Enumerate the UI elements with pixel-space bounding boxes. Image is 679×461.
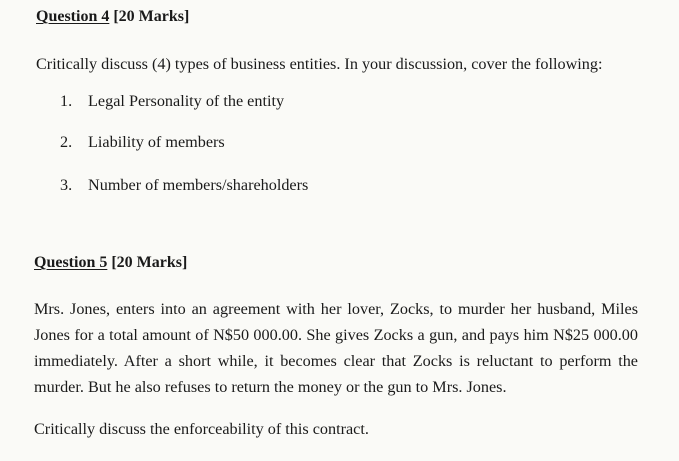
question-5-heading	[34, 254, 187, 272]
list-item-text: Number of members/shareholders	[88, 176, 309, 194]
list-item-text: Liability of members	[88, 133, 225, 151]
scenario-line: immediately. After a short while, it becomes clear that Zocks is reluctant to perform the	[34, 352, 638, 370]
question-5-marks: [20 Marks]	[111, 254, 188, 271]
list-item	[60, 92, 284, 111]
scenario-line: Mrs. Jones, enters into an agreement with her lover, Zocks, to murder her husband, Miles	[34, 300, 638, 318]
question-4-marks: [20 Marks]	[113, 8, 190, 25]
question-4-intro: Critically discuss (4) types of business entities. In your discussion, cover the following:	[36, 55, 603, 73]
list-item-number: 3.	[60, 176, 73, 194]
list-item	[60, 133, 225, 152]
list-item-number: 1.	[60, 92, 73, 110]
list-item-text: Legal Personality of the entity	[88, 92, 285, 110]
scenario-line: murder. But he also refuses to return the money or the gun to Mrs. Jones.	[34, 378, 507, 396]
list-item	[60, 176, 308, 195]
question-4-heading	[36, 8, 189, 26]
question-5-scenario	[34, 296, 638, 400]
question-5-label: Question 5	[34, 254, 108, 271]
scenario-line: Jones for a total amount of N$50 000.00. She gives Zocks a gun, and pays him N$25 000.00	[34, 326, 638, 344]
list-item-number: 2.	[60, 133, 73, 151]
question-4-label: Question 4	[36, 8, 110, 25]
question-5-prompt: Critically discuss the enforceability of this contract.	[34, 420, 369, 438]
